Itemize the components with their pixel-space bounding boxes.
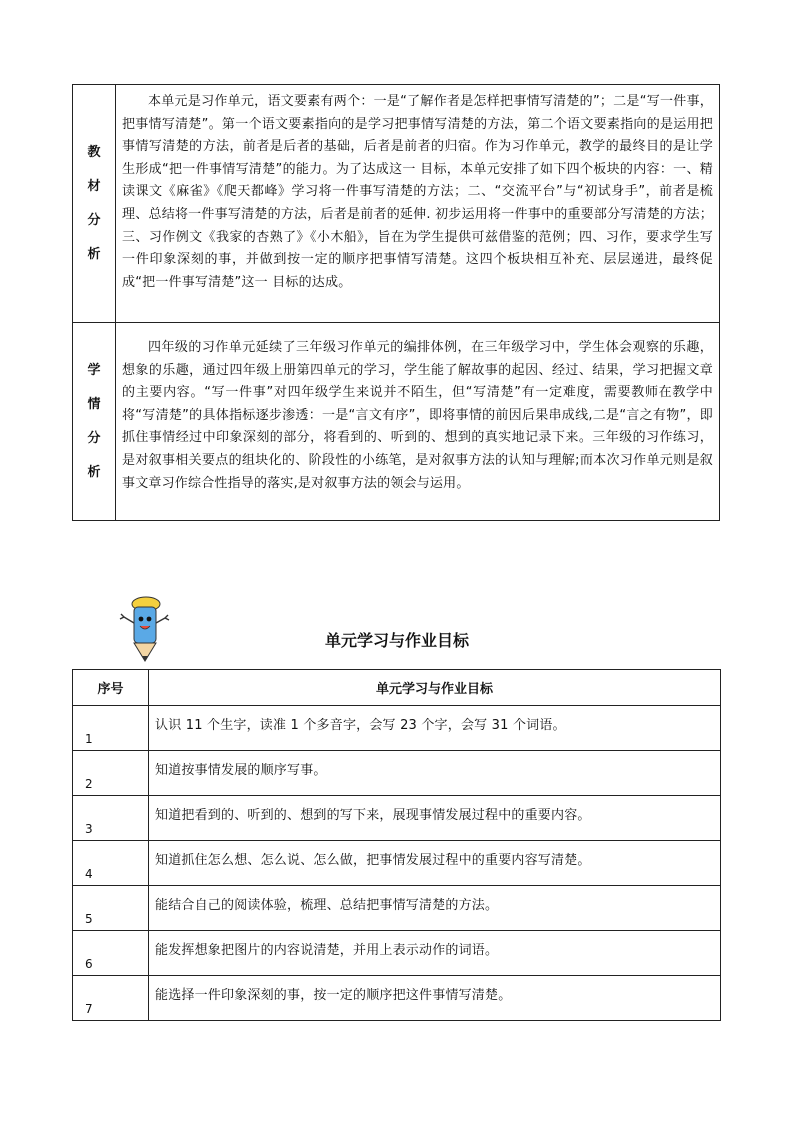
goal-text: 知道抓住怎么想、怎么说、怎么做，把事情发展过程中的重要内容写清楚。 bbox=[149, 841, 721, 886]
goal-text: 能选择一件印象深刻的事，按一定的顺序把这件事情写清楚。 bbox=[149, 976, 721, 1021]
goals-header-goal: 单元学习与作业目标 bbox=[149, 670, 721, 706]
goal-text: 能结合自己的阅读体验，梳理、总结把事情写清楚的方法。 bbox=[149, 886, 721, 931]
goal-index: 1 bbox=[73, 706, 149, 751]
analysis-label-textbook: 教 材 分 析 bbox=[73, 85, 116, 323]
goals-title: 单元学习与作业目标 bbox=[324, 631, 469, 650]
analysis-row-student bbox=[73, 323, 720, 521]
goal-text: 知道按事情发展的顺序写事。 bbox=[149, 751, 721, 796]
table-row bbox=[73, 976, 721, 1021]
table-row bbox=[73, 706, 721, 751]
goals-table bbox=[72, 669, 721, 1021]
analysis-row-textbook bbox=[73, 85, 720, 323]
goal-text: 能发挥想象把图片的内容说清楚，并用上表示动作的词语。 bbox=[149, 931, 721, 976]
goal-index: 7 bbox=[73, 976, 149, 1021]
table-row bbox=[73, 751, 721, 796]
goal-index: 6 bbox=[73, 931, 149, 976]
goal-index: 5 bbox=[73, 886, 149, 931]
table-row bbox=[73, 841, 721, 886]
goal-text: 认识 11 个生字，读准 1 个多音字，会写 23 个字，会写 31 个词语。 bbox=[149, 706, 721, 751]
goal-index: 4 bbox=[73, 841, 149, 886]
table-row bbox=[73, 886, 721, 931]
analysis-table bbox=[72, 84, 720, 521]
goal-index: 3 bbox=[73, 796, 149, 841]
analysis-label-student: 学 情 分 析 bbox=[73, 323, 116, 521]
goal-index: 2 bbox=[73, 751, 149, 796]
table-row bbox=[73, 931, 721, 976]
table-row bbox=[73, 796, 721, 841]
goals-header-index: 序号 bbox=[73, 670, 149, 706]
analysis-text-textbook: 本单元是习作单元，语文要素有两个：一是“了解作者是怎样把事情写清楚的”；二是“写一件事，把事情写清楚”。第一个语文要素指向的是学习把事情写清楚的方法，第二个语文要素指向的是运用把事情写清楚的方法，前者是后者的基础，后者是前者的归宿。作为习作单元，教学的最终目的是让学生形成“把一件事情写清楚”的能力。为了达成这一 目标，本单元安排了如下四个板块的内容：一、精读课文《麻雀》《爬天都峰》学习将一件事写清楚的方法；二、“交流平台”与“初试身手”，前者是梳理、总结将一件事写清楚的方法，后者是前者的延伸. 初步运用将一件事中的重要部分写清楚的方法；三、习作例文《我家的杏熟了》《小木船》，旨在为学生提供可兹借鉴的范例；四、习作，要求学生写一件印象深刻的事，并做到按一定的顺序把事情写清楚。这四个板块相互补充、层层递进，最终促成“把一件事写清楚”这一 目标的达成。 bbox=[116, 85, 720, 323]
goal-text: 知道把看到的、听到的、想到的写下来，展现事情发展过程中的重要内容。 bbox=[149, 796, 721, 841]
goals-header-row bbox=[73, 670, 721, 706]
analysis-text-student: 四年级的习作单元延续了三年级习作单元的编排体例，在三年级学习中，学生体会观察的乐趣，想象的乐趣，通过四年级上册第四单元的学习，学生能了解故事的起因、经过、结果，学习把握文章的主要内容。“写一件事”对四年级学生来说并不陌生，但“写清楚”有一定难度，需要教师在教学中将“写清楚”的具体指标逐步渗透：一是“言文有序”，即将事情的前因后果串成线,二是“言之有物”，即抓住事情经过中印象深刻的部分，将看到的、听到的、想到的真实地记录下来。三年级的习作练习，是对叙事相关要点的组块化的、阶段性的小练笔，是对叙事方法的认知与理解;而本次习作单元则是叙事文章习作综合性指导的落实,是对叙事方法的领会与运用。 bbox=[116, 323, 720, 521]
